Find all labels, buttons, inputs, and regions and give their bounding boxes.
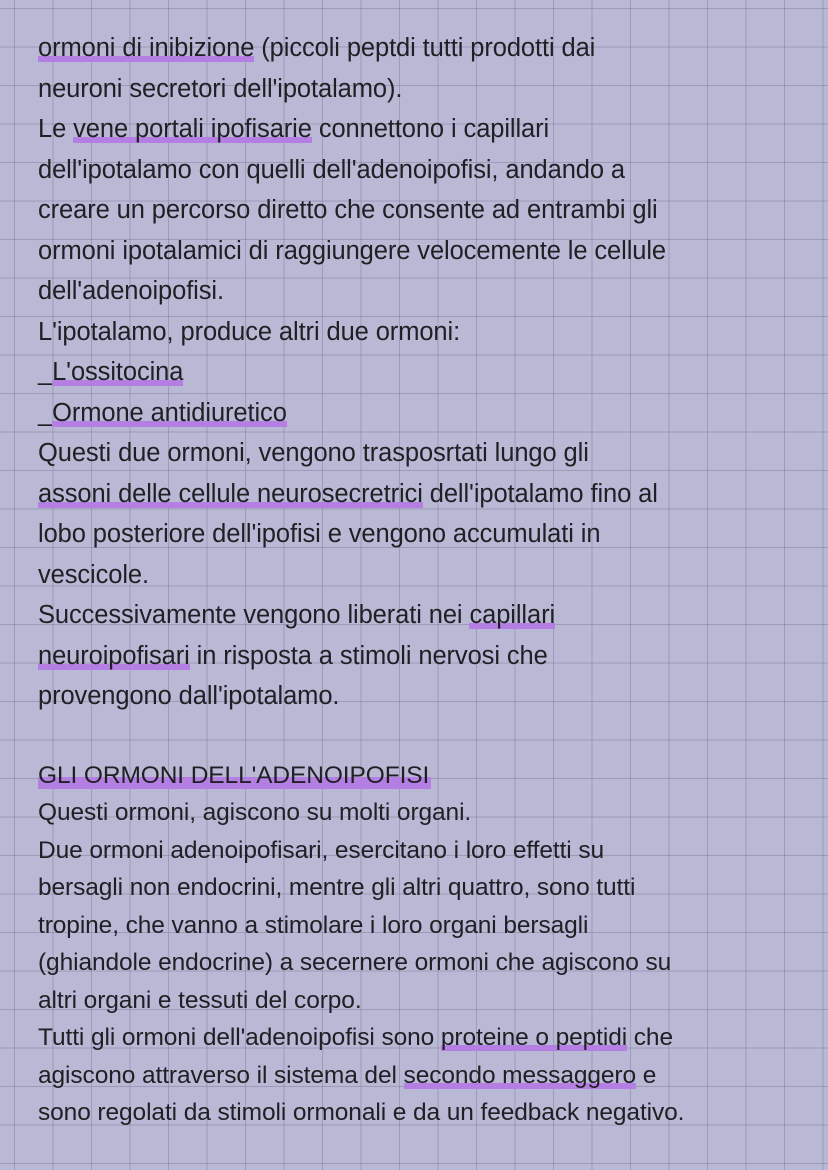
highlighted-text: vene portali ipofisarie — [73, 115, 312, 143]
text-line — [38, 150, 818, 191]
text-line — [38, 514, 818, 555]
text-line — [38, 231, 818, 272]
text-segment: Tutti gli ormoni dell'adenoipofisi sono — [38, 1024, 441, 1051]
text-segment: neuroni secretori dell'ipotalamo). — [38, 74, 403, 103]
text-line — [38, 109, 818, 150]
text-line — [38, 271, 818, 312]
highlighted-text: neuroipofisari — [38, 641, 190, 670]
note-page — [38, 28, 818, 1132]
text-segment: connettono i capillari — [311, 115, 550, 143]
text-segment: bersagli non endocrini, mentre gli altri quattro, sono tutti — [38, 874, 636, 901]
text-segment: creare un percorso diretto che consente ad entrambi gli — [38, 196, 658, 224]
text-segment: dell'ipotalamo con quelli dell'adenoipofisi, andando a — [38, 155, 626, 184]
text-line — [38, 312, 818, 353]
text-segment: ormoni ipotalamici di raggiungere velocemente le cellule — [38, 236, 666, 265]
text-segment: agiscono attraverso il sistema del — [38, 1061, 404, 1089]
text-segment: Questi due ormoni, vengono trasposrtati lungo gli — [38, 439, 589, 467]
highlighted-text: proteine o peptidi — [440, 1024, 628, 1051]
highlighted-text: L'ossitocina — [52, 358, 184, 386]
text-line — [38, 907, 818, 945]
text-segment: dell'ipotalamo fino al — [422, 479, 658, 508]
highlighted-text: Ormone antidiuretico — [52, 398, 287, 427]
text-line — [38, 352, 818, 393]
highlighted-text: secondo messaggero — [403, 1061, 637, 1089]
text-line — [38, 28, 818, 69]
text-segment: e — [636, 1061, 657, 1089]
text-line — [38, 1094, 818, 1132]
highlighted-text: ormoni di inibizione — [38, 34, 255, 62]
highlighted-text: capillari — [469, 601, 556, 629]
text-segment: Le — [38, 115, 74, 143]
heading-text: GLI ORMONI DELL'ADENOIPOFISI — [38, 761, 430, 789]
text-line — [38, 944, 818, 982]
text-segment: in risposta a stimoli nervosi che — [189, 641, 548, 670]
text-line — [38, 1019, 818, 1057]
text-segment: L'ipotalamo, produce altri due ormoni: — [38, 317, 461, 346]
text-segment: (piccoli peptdi tutti prodotti dai — [254, 34, 596, 62]
paragraph-hypothalamus — [38, 28, 818, 717]
text-line — [38, 869, 818, 907]
text-segment: Questi ormoni, agiscono su molti organi. — [38, 799, 472, 826]
text-line — [38, 69, 818, 110]
text-segment: vescicole. — [38, 560, 149, 589]
text-segment: (ghiandole endocrine) a secernere ormoni che agiscono su — [38, 949, 672, 976]
text-segment: sono regolati da stimoli ormonali e da un feedback negativo. — [38, 1099, 685, 1126]
text-segment: _ — [38, 358, 53, 386]
text-line — [38, 190, 818, 231]
text-line — [38, 1057, 818, 1095]
text-line — [38, 676, 818, 717]
text-segment: dell'adenoipofisi. — [38, 277, 224, 305]
text-segment: _ — [38, 398, 53, 427]
paragraph-adenohypophysis — [38, 794, 818, 1132]
text-line — [38, 982, 818, 1020]
text-line — [38, 595, 818, 636]
text-segment: tropine, che vanno a stimolare i loro organi bersagli — [38, 911, 589, 939]
text-line — [38, 474, 818, 515]
text-segment: altri organi e tessuti del corpo. — [38, 986, 362, 1014]
highlighted-text: assoni delle cellule neurosecretrici — [38, 479, 423, 508]
text-segment: Successivamente vengono liberati nei — [38, 601, 470, 629]
blank-line — [38, 717, 818, 757]
text-line — [38, 393, 818, 434]
text-line — [38, 555, 818, 596]
text-segment: lobo posteriore dell'ipofisi e vengono accumulati in — [38, 520, 601, 548]
text-line — [38, 832, 818, 870]
text-line — [38, 433, 818, 474]
section-heading — [38, 757, 818, 795]
text-line — [38, 636, 818, 677]
text-segment: Due ormoni adenoipofisari, esercitano i loro effetti su — [38, 836, 605, 864]
text-segment: provengono dall'ipotalamo. — [38, 682, 340, 710]
text-line — [38, 794, 818, 832]
text-segment: che — [627, 1024, 673, 1051]
